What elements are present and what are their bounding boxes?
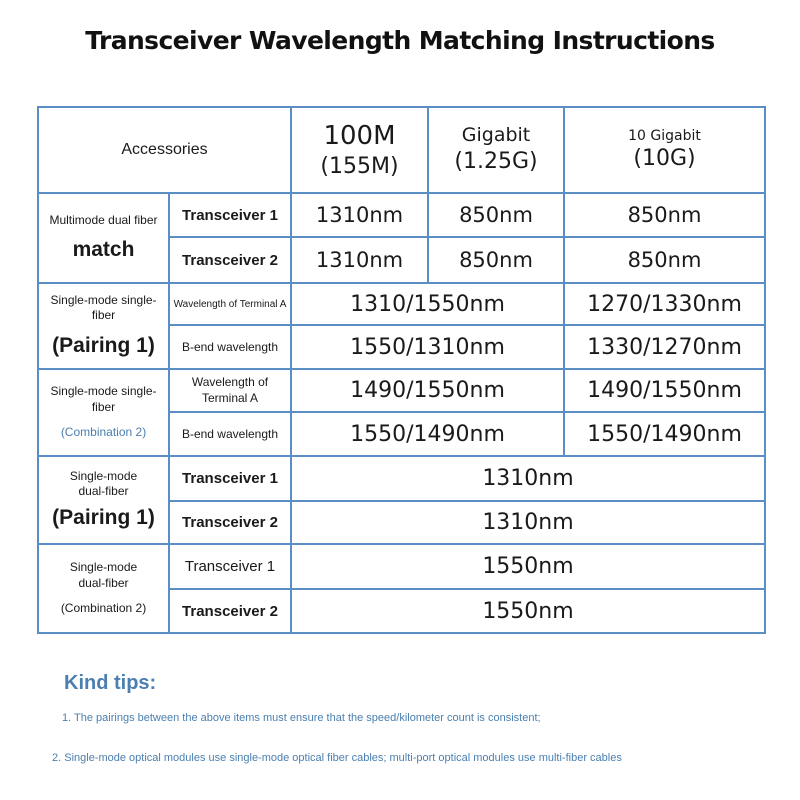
page-title: Transceiver Wavelength Matching Instructions [85, 26, 715, 55]
header-10gigabit-rate: (10G) [633, 146, 696, 171]
value-cell: 1550nm [291, 544, 765, 589]
row-label: Wavelength of Terminal A [169, 369, 291, 412]
group-name-line: dual-fiber [78, 575, 129, 590]
tip-item: 2. Single-mode optical modules use single-mode optical fiber cables; multi-port optical modules use multi-fiber cables [52, 752, 622, 764]
value-cell: 1310nm [291, 501, 765, 544]
value-cell: 1490/1550nm [291, 369, 564, 412]
group-single-mode-dual-fiber-pairing [38, 456, 169, 544]
row-label: Transceiver 2 [169, 501, 291, 544]
value-cell: 1330/1270nm [564, 325, 765, 369]
value-cell: 1550/1310nm [291, 325, 564, 369]
row-label: Transceiver 2 [169, 237, 291, 283]
group-name-line: match [72, 238, 135, 262]
wavelength-table [37, 106, 766, 634]
header-accessories: Accessories [38, 107, 291, 193]
header-gigabit-speed: Gigabit [461, 124, 531, 147]
table-row [38, 544, 765, 589]
group-name-line: Single-mode single-fiber [50, 384, 157, 414]
group-name-line: dual-fiber [78, 484, 129, 499]
row-label: Transceiver 1 [169, 544, 291, 589]
group-multimode-dual-fiber [38, 193, 169, 283]
group-single-mode-single-fiber-combination [38, 369, 169, 456]
row-label: B-end wavelength [169, 325, 291, 369]
table-row [38, 369, 765, 412]
group-name-line: Single-mode single-fiber [50, 292, 157, 323]
row-label: Transceiver 1 [169, 456, 291, 501]
group-single-mode-dual-fiber-combination [38, 544, 169, 633]
value-cell: 1310/1550nm [291, 283, 564, 325]
value-cell: 850nm [428, 193, 564, 237]
group-name-line: Single-mode [69, 468, 138, 483]
header-10gigabit [564, 107, 765, 193]
row-label: B-end wavelength [169, 412, 291, 456]
group-single-mode-single-fiber-pairing [38, 283, 169, 369]
group-name-line: (Pairing 1) [52, 333, 155, 357]
value-cell: 1550/1490nm [291, 412, 564, 456]
header-100m-speed: 100M [323, 121, 396, 151]
tip-item: 1. The pairings between the above items must ensure that the speed/kilometer count is consistent; [62, 712, 541, 724]
value-cell: 850nm [564, 193, 765, 237]
value-cell: 850nm [428, 237, 564, 283]
group-name-line: (Combination 2) [60, 601, 147, 616]
row-label: Transceiver 2 [169, 589, 291, 633]
header-10gigabit-speed: 10 Gigabit [628, 127, 701, 144]
group-name-line: (Combination 2) [60, 425, 147, 440]
tips-heading: Kind tips: [64, 672, 157, 694]
table-row [38, 456, 765, 501]
value-cell: 850nm [564, 237, 765, 283]
header-100m [291, 107, 428, 193]
header-100m-rate: (155M) [320, 153, 399, 179]
table-row [38, 193, 765, 237]
value-cell: 1550nm [291, 589, 765, 633]
value-cell: 1270/1330nm [564, 283, 765, 325]
group-name-line: Single-mode [69, 560, 138, 575]
value-cell: 1310nm [291, 193, 428, 237]
value-cell: 1490/1550nm [564, 369, 765, 412]
value-cell: 1550/1490nm [564, 412, 765, 456]
group-name-line: (Pairing 1) [52, 505, 155, 529]
header-gigabit-rate: (1.25G) [454, 149, 538, 175]
table-row [38, 283, 765, 325]
header-gigabit [428, 107, 564, 193]
row-label: Wavelength of Terminal A [169, 283, 291, 325]
group-name-line: Multimode dual fiber [49, 212, 158, 227]
row-label: Transceiver 1 [169, 193, 291, 237]
value-cell: 1310nm [291, 237, 428, 283]
value-cell: 1310nm [291, 456, 765, 501]
table-header-row [38, 107, 765, 193]
